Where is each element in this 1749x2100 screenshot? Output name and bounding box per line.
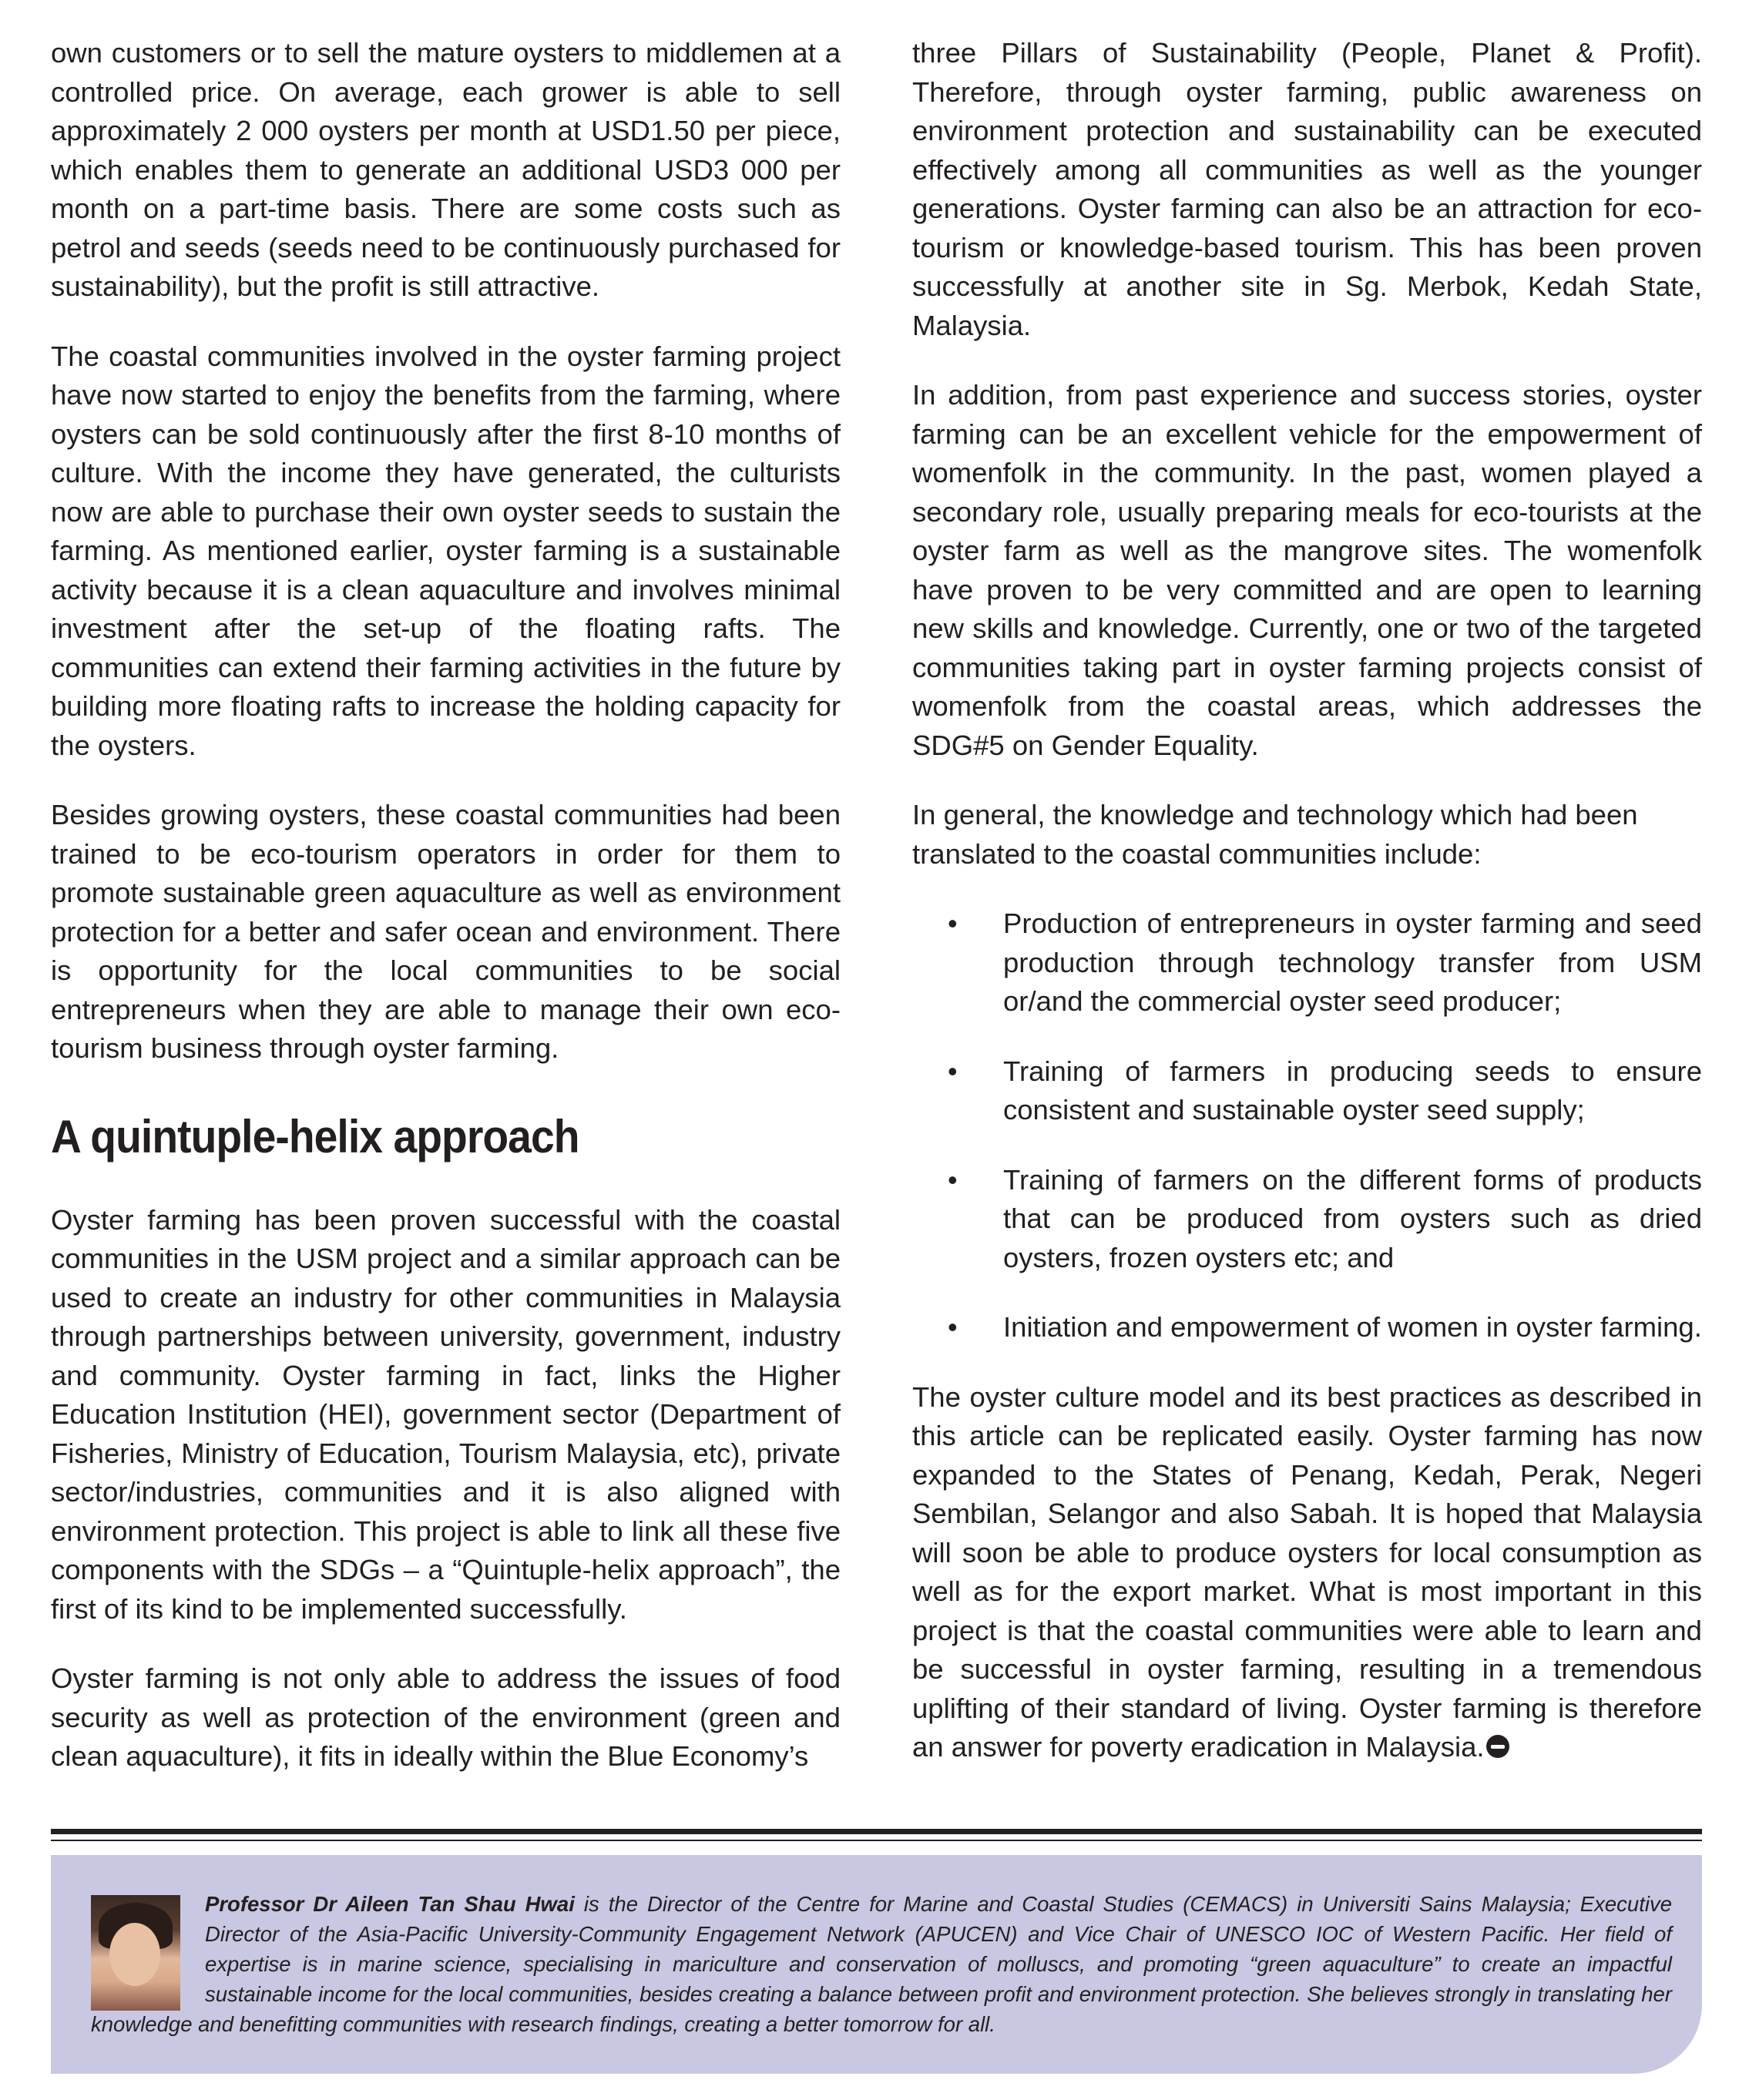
bullet-icon: • — [948, 1055, 958, 1087]
divider-thin — [51, 1840, 1702, 1841]
paragraph: three Pillars of Sustainability (People, Planet & Profit). Therefore, through oyster farming, public awareness on environment protection and sustainability can be executed effectively among all communities as well as the younger generations. Oyster farming can also be an attraction for eco-tourism or knowledge-based tourism. This has been proven successfully at another site in Sg. Merbok, Kedah State, Malaysia. — [912, 37, 1702, 341]
author-name: Professor Dr Aileen Tan Shau Hwai — [205, 1892, 575, 1916]
closing-text: The oyster culture model and its best practices as described in this article can be replicated easily. Oyster farming has now expanded to the States of Penang, Kedah, Perak, Negeri Sembilan, Selangor and also Sabah. It is hoped that Malaysia will soon be able to produce oysters for local consumption as well as for the export market. What is most important in this project is that the coastal communities were able to learn and be successful in oyster farming, resulting in a tremendous uplifting of their standard of living. Oyster farming is therefore an answer for poverty eradication in Malaysia. — [912, 1380, 1702, 1763]
list-item-text: Training of farmers in producing seeds to ensure consistent and sustainable oyster seed supply; — [1003, 1055, 1702, 1125]
author-bio — [91, 1889, 1672, 2039]
paragraph: The coastal communities involved in the oyster farming project have now started to enjoy the benefits from the farming, where oysters can be sold continuously after the first 8-10 months of culture. With the income they have generated, the culturists now are able to purchase their own oyster seeds to sustain the farming. As mentioned earlier, oyster farming is a sustainable activity because it is a clean aquaculture and involves minimal investment after the set-up of the floating rafts. The communities can extend their farming activities in the future by building more floating rafts to increase the holding capacity for the oysters. — [51, 340, 841, 761]
bullet-list — [912, 904, 1702, 1347]
paragraph: In general, the knowledge and technology which had been translated to the coastal communities include: — [912, 799, 1638, 870]
list-item-text: Production of entrepreneurs in oyster farming and seed production through technology transfer from USM or/and the commercial oyster seed producer; — [1003, 907, 1702, 1017]
left-column — [51, 34, 841, 1807]
right-column — [912, 34, 1702, 1798]
divider-thick — [51, 1829, 1702, 1834]
list-item — [912, 904, 1702, 1021]
list-item — [912, 1308, 1702, 1347]
list-item-text: Training of farmers on the different forms of products that can be produced from oysters such as dried oysters, frozen oysters etc; and — [1003, 1163, 1702, 1273]
section-heading: A quintuple-helix approach — [51, 1110, 579, 1162]
paragraph: own customers or to sell the mature oysters to middlemen at a controlled price. On average, each grower is able to sell approximately 2 000 oysters per month at USD1.50 per piece, which enables them to generate an additional USD3 000 per month on a part-time basis. There are some costs such as petrol and seeds (seeds need to be continuously purchased for sustainability), but the profit is still attractive. — [51, 37, 841, 302]
author-description: is the Director of the Centre for Marine and Coastal Studies (CEMACS) in Universiti Sains Malaysia; Executive Director of the Asia-Pacific University-Community Engagement Network (APUCEN) and Vice Chair of UNESCO IOC of Western Pacific. Her field of expertise is in marine science, specialising in mariculture and conservation of molluscs, and promoting “green aquaculture” to create an impactful sustainable income for the local communities, besides creating a balance between profit and environment protection. She believes strongly in translating her knowledge and benefitting communities with research findings, creating a better tomorrow for all. — [91, 1892, 1672, 2036]
list-item — [912, 1161, 1702, 1278]
photo-spacer — [91, 1889, 205, 2009]
paragraph: Oyster farming is not only able to address the issues of food security as well as protection of the environment (green and clean aquaculture), it fits in ideally within the Blue Economy’s — [51, 1662, 841, 1772]
bullet-icon: • — [948, 1163, 958, 1196]
paragraph — [912, 1378, 1702, 1767]
list-item — [912, 1052, 1702, 1130]
bullet-icon: • — [948, 1311, 958, 1343]
list-item-text: Initiation and empowerment of women in oyster farming. — [1003, 1311, 1702, 1343]
bullet-icon: • — [948, 907, 958, 939]
author-bio-box — [51, 1855, 1702, 2074]
paragraph: In addition, from past experience and success stories, oyster farming can be an excellent vehicle for the empowerment of womenfolk in the community. In the past, women played a secondary role, usually preparing meals for eco-tourists at the oyster farm as well as the mangrove sites. The womenfolk have proven to be very committed and are open to learning new skills and knowledge. Currently, one or two of the targeted communities taking part in oyster farming projects consist of womenfolk from the coastal areas, which addresses the SDG#5 on Gender Equality. — [912, 379, 1702, 761]
paragraph: Oyster farming has been proven successful with the coastal communities in the USM project and a similar approach can be used to create an industry for other communities in Malaysia through partnerships between university, government, industry and community. Oyster farming in fact, links the Higher Education Institution (HEI), government sector (Department of Fisheries, Ministry of Education, Tourism Malaysia, etc), private sector/industries, communities and it is also aligned with environment protection. This project is able to link all these five components with the SDGs – a “Quintuple-helix approach”, the first of its kind to be implemented successfully. — [51, 1203, 841, 1625]
paragraph: Besides growing oysters, these coastal communities had been trained to be eco-tourism operators in order for them to promote sustainable green aquaculture as well as environment protection for a better and safer ocean and environment. There is opportunity for the local communities to be social entrepreneurs when they are able to manage their own eco-tourism business through oyster farming. — [51, 799, 841, 1064]
end-mark-icon — [1486, 1735, 1509, 1758]
